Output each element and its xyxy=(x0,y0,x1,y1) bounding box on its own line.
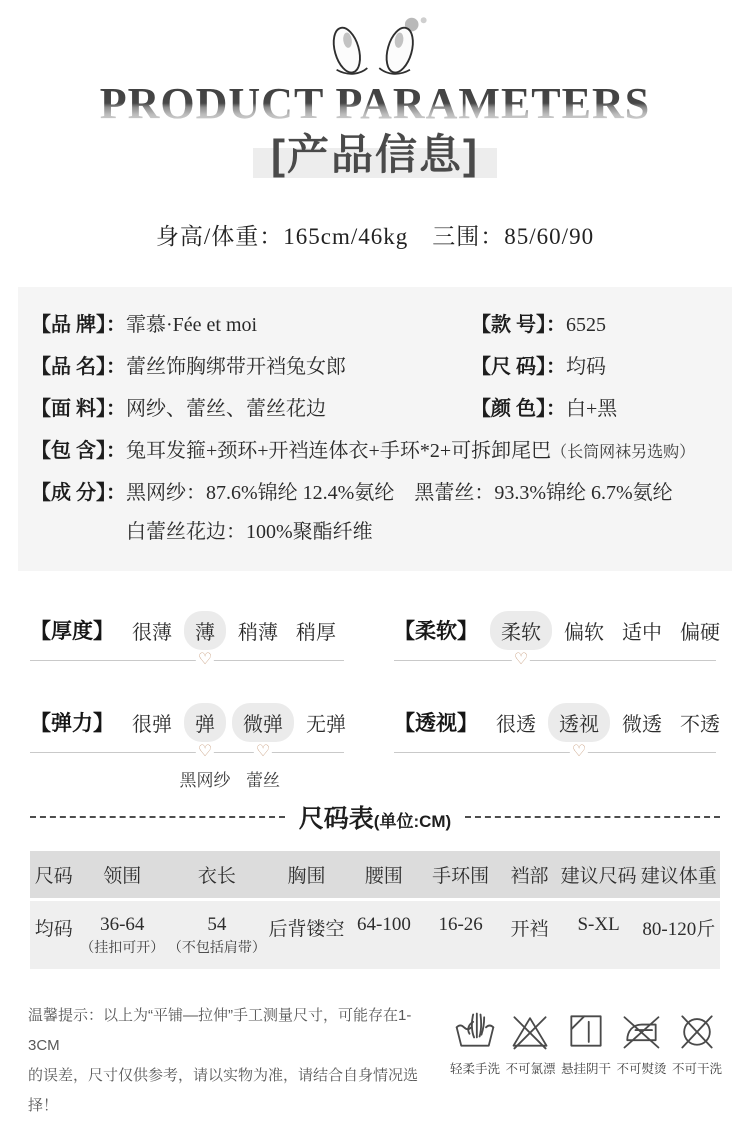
size-table-header-cell: 建议体重 xyxy=(638,851,720,900)
product-name-field xyxy=(31,353,471,382)
info-row-composition xyxy=(31,479,719,547)
cell-crotch: 开裆 xyxy=(510,919,549,941)
cell-suggest-size: S-XL xyxy=(577,914,620,936)
scale-option: 很弹 xyxy=(132,713,172,736)
color-value: 白+黑 xyxy=(566,398,618,421)
info-row-include xyxy=(31,437,719,466)
title-english: PRODUCT PARAMETERS xyxy=(0,82,750,126)
care-label: 不可熨烫 xyxy=(616,1062,667,1077)
size-table-header-cell: 手环围 xyxy=(422,851,500,900)
scale-axis-line xyxy=(394,741,716,761)
care-item-no-iron xyxy=(616,1009,666,1077)
brand-field xyxy=(31,311,471,340)
warm-tips-line1: 温馨提示：以上为“平铺—拉伸”手工测量尺寸，可能存在1-3CM xyxy=(28,1007,412,1055)
cell-neck-note: （挂扣可开） xyxy=(80,941,165,957)
size-label: 【尺 码】： xyxy=(471,356,566,379)
model-measurements: 身高/体重：165cm/46kg 三围：85/60/90 xyxy=(155,224,595,250)
size-field xyxy=(471,353,719,382)
scale-softness-options xyxy=(394,615,720,645)
care-instructions xyxy=(450,1001,722,1077)
size-table-cell xyxy=(30,900,78,970)
cell-wristband: 16-26 xyxy=(438,914,483,936)
elasticity-note-lace: 蕾丝 xyxy=(246,771,280,791)
heart-marker-icon: ♡ xyxy=(513,649,529,669)
scale-option: 很透 xyxy=(496,713,536,736)
scale-softness xyxy=(394,615,720,669)
cell-length-note: （不包括肩带） xyxy=(167,941,266,957)
fabric-label: 【面 料】： xyxy=(31,398,126,421)
size-table-cell xyxy=(78,900,167,970)
color-label: 【颜 色】： xyxy=(471,398,566,421)
hang-dry-icon xyxy=(564,1009,608,1053)
model-number-label: 【款 号】： xyxy=(471,314,566,337)
cell-waist: 64-100 xyxy=(357,914,411,936)
scale-option: 偏软 xyxy=(564,621,604,644)
scale-option-active: 柔软 xyxy=(490,611,552,650)
composition-line1: 黑网纱：87.6%锦纶 12.4%氨纶 黑蕾丝：93.3%锦纶 6.7%氨纶 xyxy=(126,482,673,505)
hand-wash-icon xyxy=(453,1009,497,1053)
size-chart-unit: (单位:CM) xyxy=(373,812,452,832)
size-table-header-row xyxy=(30,851,720,900)
care-label: 不可干洗 xyxy=(671,1062,722,1077)
title-chinese-wrap xyxy=(271,132,479,178)
warm-tips xyxy=(28,1001,436,1121)
size-table-cell xyxy=(499,900,559,970)
heart-marker-icon: ♡ xyxy=(197,649,213,669)
include-note: （长筒网袜另选购） xyxy=(551,444,696,462)
title-chinese: [产品信息] xyxy=(271,131,479,178)
scale-option: 微透 xyxy=(622,713,662,736)
size-table-cell xyxy=(267,900,346,970)
composition-line2: 白蕾丝花边：100%聚酯纤维 xyxy=(126,521,373,544)
fabric-field xyxy=(31,395,471,424)
care-item-no-bleach xyxy=(505,1009,555,1077)
scale-option: 无弹 xyxy=(306,713,346,736)
cell-size: 均码 xyxy=(34,919,73,941)
warm-tips-line2: 的误差，尺寸仅供参考，请以实物为准，请结合自身情况选择！ xyxy=(28,1067,419,1115)
scale-axis-line xyxy=(30,741,344,791)
scale-thickness xyxy=(30,615,348,669)
scale-elasticity-name: 【弹力】 xyxy=(30,711,114,736)
bottom-section xyxy=(28,1001,722,1121)
no-dry-clean-icon xyxy=(675,1009,719,1053)
scale-option-active: 薄 xyxy=(184,611,226,650)
size-table-header-cell: 领围 xyxy=(78,851,167,900)
size-table-body xyxy=(30,900,720,970)
scale-option: 很薄 xyxy=(132,621,172,644)
size-table-cell xyxy=(346,900,422,970)
care-label: 不可氯漂 xyxy=(505,1062,556,1077)
include-label: 【包 含】： xyxy=(31,440,126,463)
scale-elasticity xyxy=(30,707,348,791)
info-row-fabric-color xyxy=(31,395,719,424)
scale-option: 稍厚 xyxy=(296,621,336,644)
size-chart-title xyxy=(299,799,451,835)
care-label: 轻柔手洗 xyxy=(450,1062,501,1077)
size-chart-header xyxy=(30,799,720,835)
heart-marker-icon: ♡ xyxy=(255,741,271,761)
scale-axis-line xyxy=(394,649,716,669)
scale-option: 偏硬 xyxy=(680,621,720,644)
scale-option: 不透 xyxy=(680,713,720,736)
scale-thickness-name: 【厚度】 xyxy=(30,619,114,644)
size-table-cell xyxy=(638,900,720,970)
cell-length: 54 xyxy=(207,914,227,936)
size-table-header-cell: 胸围 xyxy=(267,851,346,900)
scale-option: 稍薄 xyxy=(238,621,278,644)
scale-option: 适中 xyxy=(622,621,662,644)
size-table-header-cell: 腰围 xyxy=(346,851,422,900)
size-table-cell xyxy=(560,900,638,970)
scale-softness-name: 【柔软】 xyxy=(394,619,478,644)
care-item-hang-dry xyxy=(561,1009,611,1077)
composition-value xyxy=(126,479,673,547)
heart-marker-icon: ♡ xyxy=(571,741,587,761)
scale-transparency xyxy=(394,707,720,761)
size-table-cell xyxy=(422,900,500,970)
scale-thickness-options xyxy=(30,615,348,645)
fabric-scales xyxy=(30,615,720,791)
bunny-ears-icon xyxy=(311,16,439,86)
size-chart-title-text: 尺码表 xyxy=(298,805,374,834)
composition-label: 【成 分】： xyxy=(31,482,126,505)
care-item-hand-wash xyxy=(450,1009,500,1077)
model-number-field xyxy=(471,311,719,340)
info-row-brand-model xyxy=(31,311,719,340)
size-table xyxy=(30,851,720,969)
cell-suggest-weight: 80-120斤 xyxy=(642,919,716,941)
product-name-value: 蕾丝饰胸绑带开裆兔女郎 xyxy=(126,356,346,379)
brand-label: 【品 牌】： xyxy=(31,314,126,337)
include-field xyxy=(31,437,719,466)
scale-option-active: 微弹 xyxy=(232,703,294,742)
page-header xyxy=(0,0,750,178)
color-field xyxy=(471,395,719,424)
size-table-header-cell: 建议尺码 xyxy=(560,851,638,900)
heart-marker-icon: ♡ xyxy=(197,741,213,761)
size-table-row xyxy=(30,900,720,970)
scale-elasticity-options xyxy=(30,707,348,737)
dashed-divider-left xyxy=(30,816,285,818)
no-bleach-icon xyxy=(508,1009,552,1053)
include-items: 兔耳发箍+颈环+开裆连体衣+手环*2+可拆卸尾巴 xyxy=(126,440,552,463)
scale-transparency-options xyxy=(394,707,720,737)
size-table-header-cell: 尺码 xyxy=(30,851,78,900)
size-table-header-cell: 裆部 xyxy=(499,851,559,900)
scale-axis-line xyxy=(30,649,344,669)
cell-chest: 后背镂空 xyxy=(268,919,345,941)
scale-transparency-name: 【透视】 xyxy=(394,711,478,736)
include-value xyxy=(126,437,695,466)
dashed-divider-right xyxy=(465,816,720,818)
size-table-header-cell: 衣长 xyxy=(167,851,267,900)
size-value: 均码 xyxy=(566,356,606,379)
size-table-cell xyxy=(167,900,267,970)
brand-value: 霏慕·Fée et moi xyxy=(126,314,258,337)
size-table-head xyxy=(30,851,720,900)
fabric-value: 网纱、蕾丝、蕾丝花边 xyxy=(126,398,326,421)
scale-option-active: 透视 xyxy=(548,703,610,742)
model-number-value: 6525 xyxy=(566,314,606,337)
no-iron-icon xyxy=(619,1009,663,1053)
elasticity-note-mesh: 黑网纱 xyxy=(179,771,231,791)
info-row-name-size xyxy=(31,353,719,382)
cell-neck: 36-64 xyxy=(100,914,145,936)
care-label: 悬挂阴干 xyxy=(560,1062,611,1077)
scale-option-active: 弹 xyxy=(184,703,226,742)
care-item-no-dry-clean xyxy=(672,1009,722,1077)
product-info-box xyxy=(18,287,732,571)
product-name-label: 【品 名】： xyxy=(31,356,126,379)
